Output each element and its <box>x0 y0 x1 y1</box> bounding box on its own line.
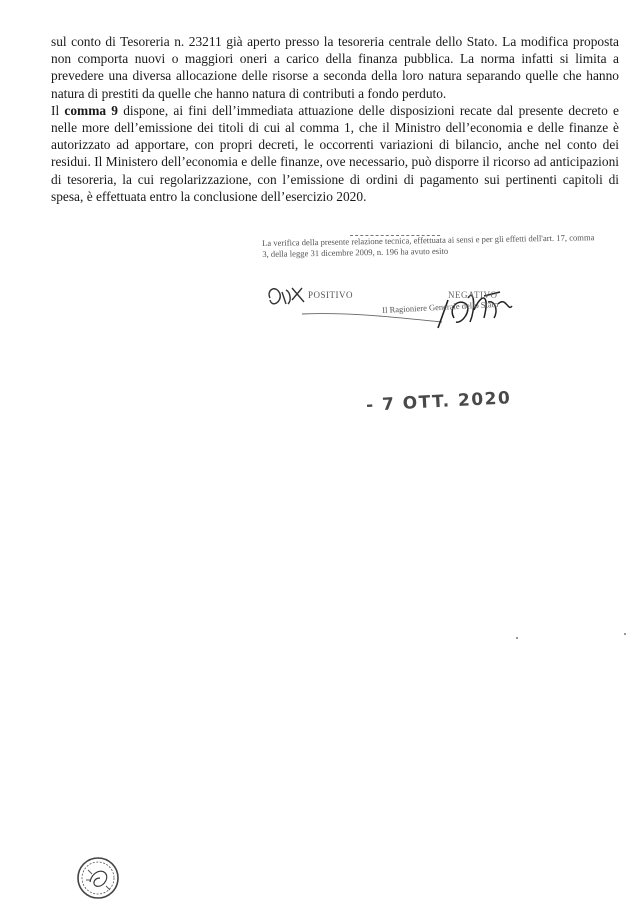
stamp-positive-option: POSITIVO <box>308 290 354 300</box>
margin-mark <box>624 633 626 635</box>
stamp-office-label: Il Ragioniere Generale dello Stato <box>382 298 499 315</box>
paragraph-1-text: sul conto di Tesoreria n. 23211 già aperto presso la tesoreria centrale dello Stato. La modifica proposta non comporta nuovi o maggiori oneri a carico della finanza pubblica. La norma infatti si limita a prevedere una diversa allocazione delle risorse a seconda della loro natura separando quelle che hanno natura di prestiti da quelle che hanno natura di contributi a fondo perduto. <box>51 34 619 101</box>
stamp-negative-option: NEGATIVO <box>448 290 498 300</box>
margin-mark <box>516 637 518 639</box>
body-text <box>51 33 619 205</box>
paragraph-1 <box>51 33 619 102</box>
date-stamp: - 7 OTT. 2020 <box>365 388 512 416</box>
paragraph-2-lead: Il <box>51 102 65 118</box>
verification-stamp <box>262 232 622 358</box>
paragraph-2-text: dispone, ai fini dell’immediata attuazione delle disposizioni recate dal presente decreto e nelle more dell’emissione dei titoli di cui al comma 1, che il Ministro dell’economia e delle finanze è autorizzato ad apportare, con propri decreti, le occorrenti variazioni di bilancio, anche nel conto dei residui. Il Ministero dell’economia e delle finanze, ove necessario, può disporre il ricorso ad anticipazioni di tesoreria, la cui regolarizzazione, con l’emissione di ordini di pagamento sui pertinenti capitoli di spesa, è effettuata entro la conclusione dell’esercizio 2020. <box>51 102 619 204</box>
paragraph-2-comma-label: comma 9 <box>64 102 118 118</box>
seal-icon <box>76 856 120 900</box>
paragraph-2 <box>51 102 619 205</box>
stamp-note: La verifica della presente relazione tecnica, effettuata ai sensi e per gli effetti dell'art. 17, comma 3, della legge 31 dicembre 2009, n. 196 ha avuto esito <box>262 232 595 259</box>
